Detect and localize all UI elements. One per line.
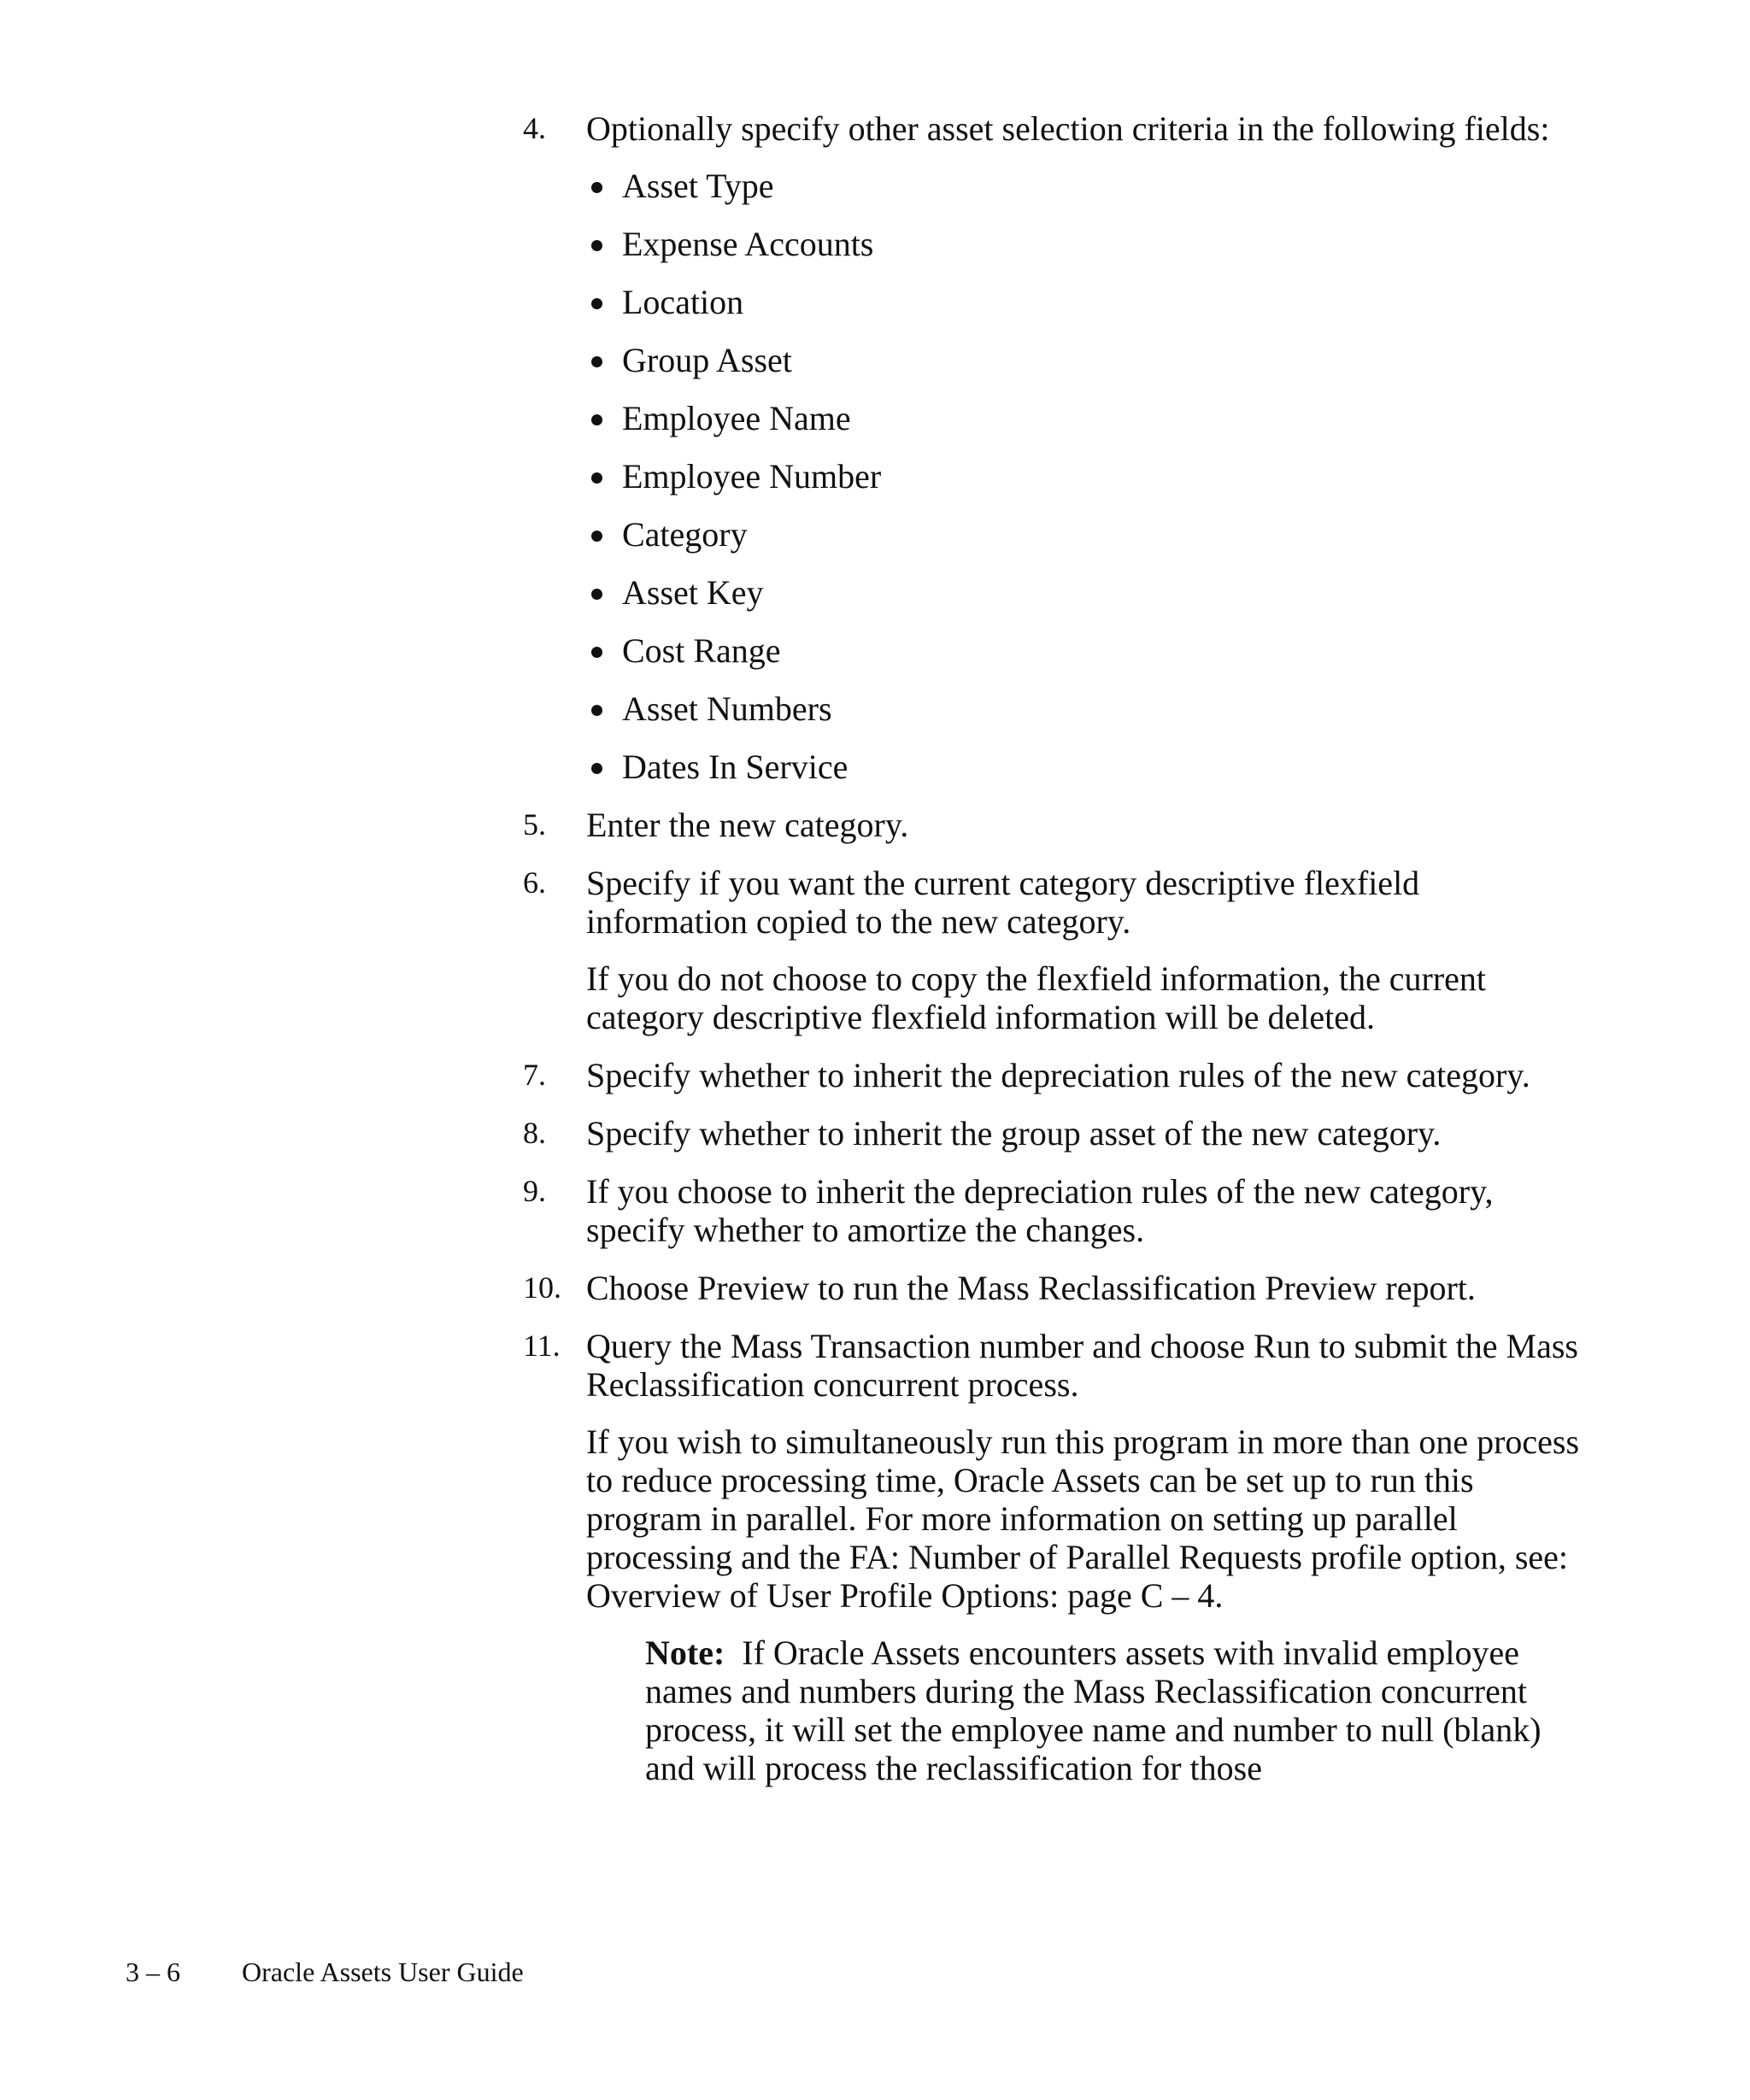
list-item: Expense Accounts — [586, 225, 1583, 263]
step-text: Specify whether to inherit the group asset of the new category. — [586, 1114, 1442, 1153]
criteria-field-list — [586, 167, 1583, 786]
list-item: Dates In Service — [586, 748, 1583, 786]
step-text: Specify if you want the current category descriptive flexfield information copied to the new category. — [586, 864, 1420, 941]
step-text: If you choose to inherit the depreciation rules of the new category, specify whether to amortize the changes. — [586, 1172, 1494, 1249]
step-text: Query the Mass Transaction number and choose Run to submit the Mass Reclassification concurrent process. — [586, 1327, 1578, 1404]
step-7 — [523, 1056, 1583, 1094]
list-item: Employee Name — [586, 399, 1583, 437]
bullet-icon — [591, 763, 602, 774]
step-paragraph: If you do not choose to copy the flexfield information, the current category descriptive flexfield information will be deleted. — [586, 959, 1487, 1036]
note-text: If Oracle Assets encounters assets with invalid employee names and numbers during the Mass Reclassification concurrent process, it will set the employee name and number to null (blank) and will process the reclassification for those — [645, 1634, 1542, 1787]
document-body — [523, 109, 1583, 1787]
list-item: Group Asset — [586, 341, 1583, 379]
step-10 — [523, 1269, 1583, 1307]
list-item: Location — [586, 283, 1583, 321]
step-11 — [523, 1327, 1583, 1787]
step-9 — [523, 1172, 1583, 1249]
list-item: Asset Type — [586, 167, 1583, 205]
list-item: Asset Numbers — [586, 689, 1583, 728]
list-item: Cost Range — [586, 631, 1583, 670]
step-text: Choose Preview to run the Mass Reclassification Preview report. — [586, 1269, 1476, 1307]
step-number: 9. — [523, 1174, 546, 1208]
list-item: Asset Key — [586, 573, 1583, 612]
step-number: 4. — [523, 111, 546, 145]
step-4 — [523, 109, 1583, 786]
bullet-icon — [591, 472, 602, 484]
note-label: Note: — [645, 1634, 725, 1672]
bullet-icon — [591, 356, 602, 367]
step-number: 6. — [523, 865, 546, 900]
step-number: 11. — [523, 1329, 561, 1363]
bullet-icon — [591, 531, 602, 542]
bullet-icon — [591, 589, 602, 600]
bullet-icon — [591, 705, 602, 716]
step-text: Specify whether to inherit the depreciation rules of the new category. — [586, 1056, 1530, 1094]
step-number: 7. — [523, 1058, 546, 1092]
bullet-icon — [591, 182, 602, 193]
page-number: 3 – 6 — [126, 1956, 180, 1987]
bullet-icon — [591, 647, 602, 658]
note-block — [645, 1634, 1583, 1787]
list-item: Category — [586, 515, 1583, 554]
book-title: Oracle Assets User Guide — [242, 1956, 524, 1987]
step-text: Optionally specify other asset selection criteria in the following fields: — [586, 109, 1550, 148]
list-item: Employee Number — [586, 457, 1583, 496]
step-number: 5. — [523, 807, 546, 842]
step-text: Enter the new category. — [586, 806, 909, 844]
step-number: 8. — [523, 1116, 546, 1150]
step-paragraph: If you wish to simultaneously run this program in more than one process to reduce processing time, Oracle Assets can be set up to run this program in parallel. For more information on setting up parallel processing and the FA: Number of Parallel Requests profile option, see: Overview of User Profile Options: page C – 4. — [586, 1422, 1580, 1615]
step-number: 10. — [523, 1270, 561, 1305]
bullet-icon — [591, 240, 602, 251]
step-5 — [523, 806, 1583, 844]
step-6 — [523, 864, 1583, 1036]
bullet-icon — [591, 298, 602, 309]
bullet-icon — [591, 414, 602, 425]
step-8 — [523, 1114, 1583, 1153]
